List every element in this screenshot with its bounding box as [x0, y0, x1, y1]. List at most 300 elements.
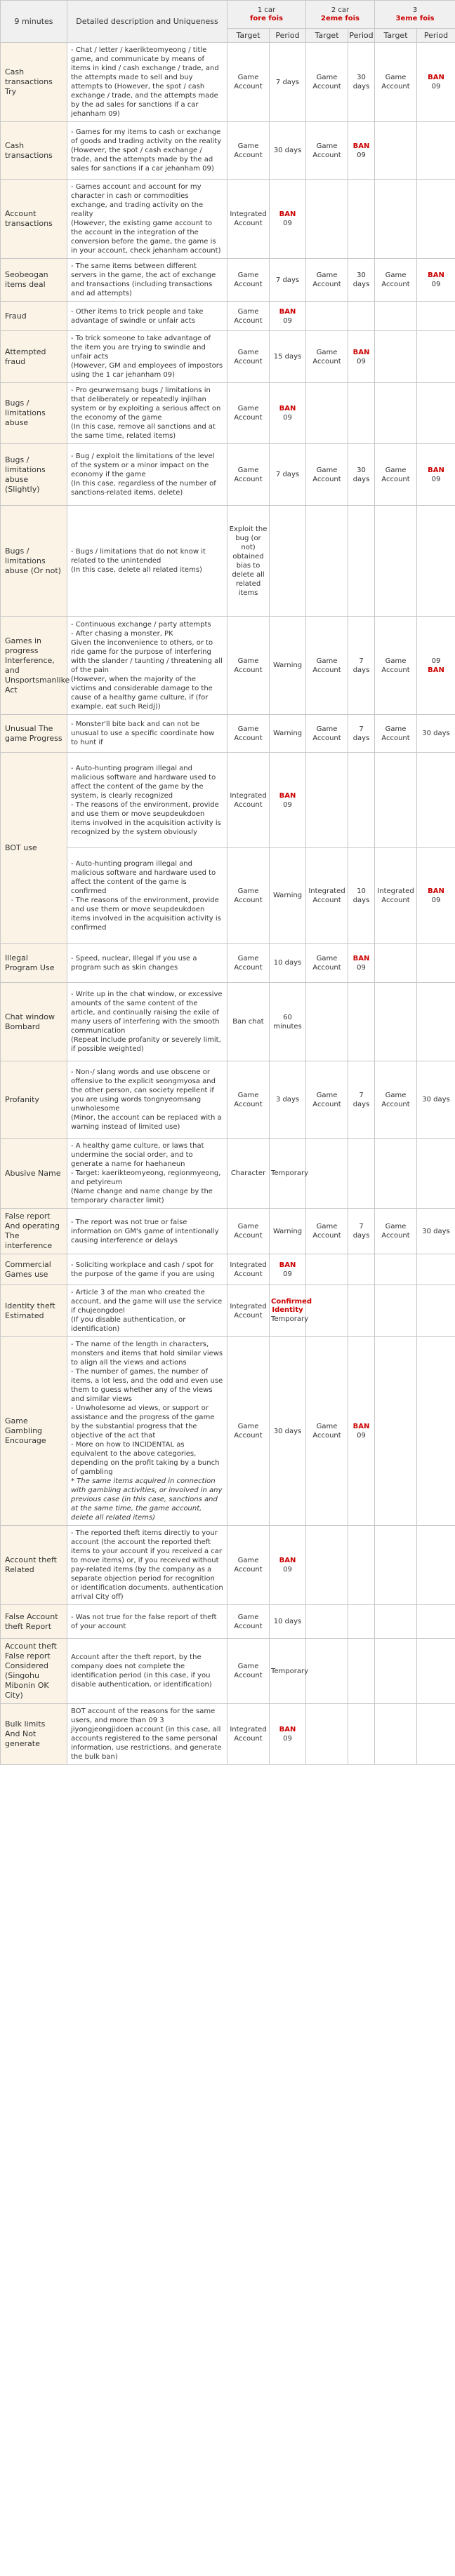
target-1: Integrated Account	[228, 1285, 270, 1337]
target-1: Integrated Account	[228, 180, 270, 259]
ban-label: BAN	[428, 466, 444, 474]
ban-label: BAN	[428, 74, 444, 81]
ban-period: 09	[357, 963, 366, 972]
penalty-rows	[1, 43, 455, 1765]
header-group-2-penalty: 2eme fois	[320, 14, 360, 22]
header-group-1-car: 1 car	[257, 6, 276, 14]
ban-label: BAN	[352, 142, 370, 150]
period-3	[417, 1639, 455, 1704]
header-group-1	[228, 1, 306, 29]
ban-period: 09	[357, 357, 366, 365]
empty-cell	[417, 506, 455, 617]
header-group-2	[306, 1, 375, 29]
target-2	[306, 1605, 348, 1639]
header-period-1: Period	[270, 29, 306, 43]
violation-description	[67, 1337, 228, 1526]
period-2	[348, 302, 375, 331]
target-3	[375, 122, 417, 180]
violation-name: Seobeogan items deal	[1, 259, 67, 302]
target-2: Game Account	[306, 1061, 348, 1139]
target-1: Game Account	[228, 617, 270, 715]
target-1: Game Account	[228, 1209, 270, 1254]
violation-name: Bugs / limitations abuse	[1, 383, 67, 444]
period-3	[417, 1704, 455, 1765]
violation-name: Illegal Program Use	[1, 944, 67, 983]
table-row	[1, 180, 455, 259]
period-3	[417, 43, 455, 122]
ban-period: 09	[283, 1735, 292, 1743]
period-2	[348, 122, 375, 180]
violation-name: False Account theft Report	[1, 1605, 67, 1639]
table-row	[1, 1337, 455, 1526]
description-text: - To trick someone to take advantage of the item you are trying to swindle and unfair acts (However, GM and employees of impostors using the 1 car jehanham 09)	[71, 335, 223, 379]
target-1: Game Account	[228, 259, 270, 302]
description-text: - The reported theft items directly to your account (the account the reported theft items to your account if you received a car to move items) or, if you received without pay-related items (by the company as a separate objection period for recognition or identification documents, authentication arrival City off)	[71, 1529, 223, 1601]
period-1: Warning	[270, 715, 306, 753]
period-2: 30 days	[348, 259, 375, 302]
period-1: 60 minutes	[270, 983, 306, 1061]
table-row	[1, 259, 455, 302]
target-1: Game Account	[228, 715, 270, 753]
period-2	[348, 1139, 375, 1209]
ban-period: 09	[283, 316, 292, 325]
target-2: Game Account	[306, 444, 348, 506]
period-2	[348, 1605, 375, 1639]
description-text: - A healthy game culture, or laws that undermine the social order, and to generate a name for haehaneun - Target: kaerikteomyeong, regionmyeong, and petyireum (Name change and name change by the temporary character limit)	[71, 1142, 221, 1205]
target-1: Game Account	[228, 444, 270, 506]
target-3	[375, 753, 417, 848]
period-3	[417, 944, 455, 983]
target-3: Game Account	[375, 43, 417, 122]
description-text: - Speed, nuclear, Illegal If you use a program such as skin changes	[71, 954, 197, 972]
table-row	[1, 383, 455, 444]
period-1: 30 days	[270, 1337, 306, 1526]
table-row	[1, 944, 455, 983]
period-1: 3 days	[270, 1061, 306, 1139]
table-row	[1, 1639, 455, 1704]
ban-label: BAN	[279, 1726, 296, 1733]
period-1	[270, 302, 306, 331]
target-2: Game Account	[306, 617, 348, 715]
period-1: Temporary	[270, 1139, 306, 1209]
period-3	[417, 1337, 455, 1526]
target-2	[306, 1285, 348, 1337]
violation-name: Chat window Bombard	[1, 983, 67, 1061]
target-1: Integrated Account	[228, 753, 270, 848]
period-1: Warning	[270, 1209, 306, 1254]
violation-description	[67, 1254, 228, 1285]
target-1: Game Account	[228, 122, 270, 180]
target-1: Game Account	[228, 331, 270, 383]
period-1	[270, 1526, 306, 1605]
empty-cell	[306, 506, 348, 617]
period-1	[270, 1285, 312, 1337]
target-1: Game Account	[228, 1337, 270, 1526]
violation-description	[67, 122, 228, 180]
violation-name: Bugs / limitations abuse (Slightly)	[1, 444, 67, 506]
violation-name: Abusive Name	[1, 1139, 67, 1209]
period-2: 7 days	[348, 1209, 375, 1254]
period-1: Warning	[270, 617, 306, 715]
ban-period: 09	[357, 151, 366, 159]
period-1: 7 days	[270, 444, 306, 506]
period-3: 30 days	[417, 715, 455, 753]
period-2	[348, 1254, 375, 1285]
target-3	[375, 1285, 417, 1337]
target-2: Game Account	[306, 122, 348, 180]
period-2: 7 days	[348, 617, 375, 715]
description-text: - Was not true for the false report of theft of your account	[71, 1613, 217, 1630]
target-2	[306, 1526, 348, 1605]
period-1	[270, 753, 306, 848]
period-2	[348, 1526, 375, 1605]
ban-label: BAN	[279, 1557, 296, 1564]
ban-label: BAN	[279, 405, 296, 412]
violation-description	[67, 1704, 228, 1765]
description-text: BOT account of the reasons for the same users, and more than 09 3 jiyongjeongjidoen account (in this case, all accounts registered to the same personal information, use restrictions, and generate the bulk ban)	[71, 1708, 222, 1761]
violation-name: Identity theft Estimated	[1, 1285, 67, 1337]
target-3: Game Account	[375, 259, 417, 302]
header-target-2: Target	[306, 29, 348, 43]
description-text: - Bugs / limitations that do not know it related to the unintended (In this case, delete all related items)	[71, 548, 206, 574]
target-1: Game Account	[228, 1605, 270, 1639]
table-row	[1, 1061, 455, 1139]
target-2: Game Account	[306, 944, 348, 983]
target-3	[375, 1526, 417, 1605]
target-2: Game Account	[306, 715, 348, 753]
target-3: Game Account	[375, 1209, 417, 1254]
target-1: Integrated Account	[228, 1254, 270, 1285]
violation-description	[67, 43, 228, 122]
period-1: 7 days	[270, 259, 306, 302]
header-target-3: Target	[375, 29, 417, 43]
violation-name: Account transactions	[1, 180, 67, 259]
target-3: Game Account	[375, 715, 417, 753]
table-row	[1, 43, 455, 122]
violation-name: Games in progress Interference, and Unsportsmanlike Act	[1, 617, 67, 715]
violation-description	[67, 1209, 228, 1254]
violation-description	[67, 302, 228, 331]
violation-description	[67, 617, 228, 715]
description-text: - Bug / exploit the limitations of the level of the system or a minor impact on the economy if the game (In this case, regardless of the number of sanctions-related items, delete)	[71, 452, 216, 497]
violation-name: Attempted fraud	[1, 331, 67, 383]
ban-period: 09	[431, 281, 441, 288]
description-text: - Continuous exchange / party attempts - After chasing a monster, PK Given the inconvenience to others, or to ride game for the purpose of interfering with the slander / taunting / threatening all of the pain (However, when the majority of the victims and considerable damage to the cause of a healthy game culture, if (for example, eat such Reidj))	[71, 620, 223, 711]
description-text: - The same items between different servers in the game, the act of exchange and transactions (including transactions and ad attempts)	[71, 262, 216, 297]
description-text: - The report was not true or false information on GM's game of intentionally causing interference or delays	[71, 1218, 219, 1245]
table-row	[1, 617, 455, 715]
target-2	[306, 302, 348, 331]
violation-name: Cash transactions Try	[1, 43, 67, 122]
period-2	[348, 1285, 375, 1337]
period-2	[348, 753, 375, 848]
period-3	[417, 1605, 455, 1639]
violation-description	[67, 1605, 228, 1639]
description-text: - Non-/ slang words and use obscene or offensive to the explicit seongmyosa and the other person, can society repellent if you are using words tongnyeomsang unwholesome (Minor, the account can be replaced with a warning instead of limited use)	[71, 1068, 222, 1131]
description-note: * The same items acquired in connection with gambling activities, or involved in any previous case (in this case, sanctions and at the same time, the game account, delete all related items)	[71, 1477, 223, 1522]
period-3	[417, 180, 455, 259]
violation-description: - Auto-hunting program illegal and malicious software and hardware used to affect the content of the game by the system, is clearly recognized - The reasons of the environment, provide and use them or move seupdeukdoen items involved in the acquisition activity is recognized by the system obviously	[67, 753, 228, 848]
violation-name: Bugs / limitations abuse (Or not)	[1, 506, 67, 617]
header-group-2-car: 2 car	[331, 6, 350, 14]
target-2	[306, 180, 348, 259]
table-row	[1, 1526, 455, 1605]
period-1: Temporary	[270, 1639, 306, 1704]
target-3	[375, 944, 417, 983]
period-2	[348, 1639, 375, 1704]
table-row	[1, 753, 455, 848]
target-2: Integrated Account	[306, 848, 348, 944]
target-2: Game Account	[306, 1209, 348, 1254]
header-group-3-penalty: 3eme fois	[395, 14, 435, 22]
violation-name: BOT use	[1, 753, 67, 944]
ban-label: BAN	[279, 791, 296, 800]
ban-period: 09	[431, 83, 441, 90]
description-text: - The name of the length in characters, monsters and items that hold similar views to align all the views and actions - The number of games, the number of items, a lot less, and the odd and even use them to guess whether any of the views and similar views - Unwholesome ad views, or support or assistance and the progress of the game by the substantial progress that the objective of the act that - More on how to INCIDENTAL as equivalent to the above categories, depending on the profit taking by a bunch of gambling	[71, 1341, 223, 1476]
table-row	[1, 983, 455, 1061]
period-1: Warning	[270, 848, 306, 944]
target-3	[375, 383, 417, 444]
table-row	[1, 1285, 455, 1337]
header-period-2: Period	[348, 29, 375, 43]
table-row	[1, 331, 455, 383]
violation-description	[67, 1639, 228, 1704]
period-2	[348, 1704, 375, 1765]
table-row	[1, 122, 455, 180]
violation-description: - Auto-hunting program illegal and malicious software and hardware used to affect the content of the game is confirmed - The reasons of the environment, provide and use them or move seupdeukdoen items involved in the acquisition activity is confirmed	[67, 848, 228, 944]
table-row	[1, 1209, 455, 1254]
target-2: Game Account	[306, 259, 348, 302]
ban-period: 09	[283, 414, 292, 422]
violation-description	[67, 1526, 228, 1605]
period-2	[348, 180, 375, 259]
period-3: 30 days	[417, 1209, 455, 1254]
target-1: Game Account	[228, 944, 270, 983]
ban-period: 09	[357, 1432, 366, 1440]
period-3	[417, 331, 455, 383]
target-1: Game Account	[228, 1061, 270, 1139]
period-3	[417, 848, 455, 944]
violation-description	[67, 715, 228, 753]
description-text: - Soliciting workplace and cash / spot for the purpose of the game if you are using	[71, 1261, 215, 1278]
header-period-3: Period	[417, 29, 455, 43]
period-3	[417, 1139, 455, 1209]
violation-name: Account theft False report Considered (Singohu Mibonin OK City)	[1, 1639, 67, 1704]
target-1: Game Account	[228, 1526, 270, 1605]
table-row	[1, 506, 455, 617]
target-1: Game Account	[228, 302, 270, 331]
period-3	[417, 259, 455, 302]
target-3	[375, 1139, 417, 1209]
period-3: 30 days	[417, 1061, 455, 1139]
violation-name: Unusual The game Progress	[1, 715, 67, 753]
table-row	[1, 1139, 455, 1209]
violation-description	[67, 383, 228, 444]
period-3	[417, 983, 455, 1061]
table-row	[1, 848, 455, 944]
description-text: - Monster'll bite back and can not be unusual to use a specific coordinate how to hunt if	[71, 720, 215, 746]
ban-label: BAN	[428, 887, 444, 895]
ban-label: BAN	[352, 348, 370, 356]
empty-cell	[270, 506, 306, 617]
ban-period: 09	[431, 657, 441, 665]
target-3	[375, 180, 417, 259]
violation-description	[67, 259, 228, 302]
target-1: Character	[228, 1139, 270, 1209]
target-3	[375, 983, 417, 1061]
target-2	[306, 1254, 348, 1285]
period-3	[417, 383, 455, 444]
target-3: Game Account	[375, 444, 417, 506]
violation-name: Account theft Related	[1, 1526, 67, 1605]
target-1: Game Account	[228, 848, 270, 944]
table-row	[1, 1254, 455, 1285]
ban-label: BAN	[279, 210, 296, 218]
target-2	[306, 1639, 348, 1704]
header-group-3-car: 3	[412, 6, 418, 14]
violation-description	[67, 1285, 228, 1337]
period-2	[348, 383, 375, 444]
header-description: Detailed description and Uniqueness	[67, 1, 228, 43]
ban-label: BAN	[428, 271, 444, 279]
period-1	[270, 1254, 306, 1285]
period-2	[348, 331, 375, 383]
period-2: 30 days	[348, 444, 375, 506]
target-3: Integrated Account	[375, 848, 417, 944]
ban-period: 09	[431, 896, 441, 904]
ban-label: BAN	[352, 1423, 370, 1430]
table-row	[1, 302, 455, 331]
violation-name: Bulk limits And Not generate	[1, 1704, 67, 1765]
ban-period: 09	[431, 475, 441, 483]
header-target-1: Target	[228, 29, 270, 43]
period-1	[270, 180, 306, 259]
ban-label: BAN	[279, 1261, 296, 1269]
table-row	[1, 715, 455, 753]
period-1: 15 days	[270, 331, 306, 383]
period-3	[417, 444, 455, 506]
empty-cell	[375, 506, 417, 617]
target-2	[306, 983, 348, 1061]
description-text: - Article 3 of the man who created the account, and the game will use the service if chujeongdoel (If you disable authentication, or identification)	[71, 1289, 223, 1333]
period-3	[417, 753, 455, 848]
period-3	[417, 1254, 455, 1285]
violation-name: Game Gambling Encourage	[1, 1337, 67, 1526]
ban-period: 09	[283, 800, 292, 809]
target-3	[375, 1605, 417, 1639]
target-3: Game Account	[375, 1061, 417, 1139]
target-3	[375, 1704, 417, 1765]
confirmed-identity-period: Temporary	[271, 1315, 309, 1323]
description-text: - Write up in the chat window, or excessive amounts of the same content of the article, and continually raising the exile of many users of interfering with the smooth communication (Repeat include profanity or severely limit, if possible weighted)	[71, 991, 223, 1053]
target-2: Game Account	[306, 1337, 348, 1526]
period-1: 10 days	[270, 1605, 306, 1639]
ban-period: 09	[283, 220, 292, 227]
violation-description	[67, 983, 228, 1061]
target-2: Game Account	[306, 43, 348, 122]
target-3	[375, 1639, 417, 1704]
description-text: - Chat / letter / kaerikteomyeong / title game, and communicate by means of items in kind / cash exchange / trade, and the attempts made to sell and buy attempts to (However, the spot / cash exchange / trade, and the attempts made by the ad sales for sanctions if a car jehanham 09)	[71, 46, 219, 118]
target-1: Game Account	[228, 1639, 270, 1704]
violation-description	[67, 444, 228, 506]
violation-name: False report And operating The interference	[1, 1209, 67, 1254]
description-text: Account after the theft report, by the company does not complete the identification period (in this case, if you disable authentication, or identification)	[71, 1653, 212, 1689]
table-row	[1, 1704, 455, 1765]
description-text: - Games account and account for my character in cash or commodities exchange, and trading activity on the reality (However, the existing game account to the account in the integration of the conversion before the game, the game is in your account, check jehanham account)	[71, 183, 221, 255]
description-text: - Games for my items to cash or exchange of goods and trading activity on the reality (However, the spot / cash exchange / trade, and the attempts made by the ad sales for sanctions if a car jehanham 09)	[71, 128, 222, 173]
confirmed-identity-label: Confirmed Identity	[271, 1298, 312, 1314]
description-text: - Other items to trick people and take advantage of swindle or unfair acts	[71, 307, 204, 325]
target-3	[375, 1337, 417, 1526]
violation-description	[67, 1061, 228, 1139]
empty-cell	[348, 506, 375, 617]
ban-label: BAN	[428, 666, 444, 674]
period-1: 7 days	[270, 43, 306, 122]
violation-description	[67, 506, 228, 617]
table-row	[1, 1605, 455, 1639]
target-1: Ban chat	[228, 983, 270, 1061]
target-2	[306, 1139, 348, 1209]
header-group-3	[375, 1, 455, 29]
violation-name: Profanity	[1, 1061, 67, 1139]
ban-period: 09	[283, 1270, 292, 1278]
target-1: Exploit the bug (or not) obtained bias to delete all related items	[228, 506, 270, 617]
period-2	[348, 1337, 375, 1526]
table-row	[1, 444, 455, 506]
period-2: 10 days	[348, 848, 375, 944]
violation-description	[67, 331, 228, 383]
target-3: Game Account	[375, 617, 417, 715]
target-1: Integrated Account	[228, 1704, 270, 1765]
period-1	[270, 1704, 306, 1765]
ban-period: 09	[283, 1566, 292, 1574]
target-2	[306, 1704, 348, 1765]
period-2: 7 days	[348, 1061, 375, 1139]
period-3	[417, 1285, 455, 1337]
period-2	[348, 983, 375, 1061]
violation-description	[67, 1139, 228, 1209]
header-group-1-penalty: fore fois	[249, 14, 284, 22]
period-1	[270, 383, 306, 444]
period-2	[348, 944, 375, 983]
header-minutes: 9 minutes	[1, 1, 67, 43]
period-1: 30 days	[270, 122, 306, 180]
description-text: - Pro geurwemsang bugs / limitations in that deliberately or repeatedly injilhan system or by exploiting a serious affect on the economy of the game (In this case, remove all sanctions and at the same time, related items)	[71, 387, 221, 440]
ban-label: BAN	[279, 307, 296, 316]
period-3	[417, 122, 455, 180]
target-2	[306, 383, 348, 444]
violation-description	[67, 944, 228, 983]
target-1: Game Account	[228, 43, 270, 122]
violation-name: Cash transactions	[1, 122, 67, 180]
target-3	[375, 302, 417, 331]
target-2: Game Account	[306, 331, 348, 383]
violation-description	[67, 180, 228, 259]
period-3	[417, 617, 455, 715]
violation-name: Commercial Games use	[1, 1254, 67, 1285]
target-2	[306, 753, 348, 848]
ban-label: BAN	[352, 954, 370, 962]
period-1: 10 days	[270, 944, 306, 983]
violation-name: Fraud	[1, 302, 67, 331]
target-3	[375, 331, 417, 383]
period-2: 30 days	[348, 43, 375, 122]
target-3	[375, 1254, 417, 1285]
period-3	[417, 302, 455, 331]
period-3	[417, 1526, 455, 1605]
period-2: 7 days	[348, 715, 375, 753]
target-1: Game Account	[228, 383, 270, 444]
